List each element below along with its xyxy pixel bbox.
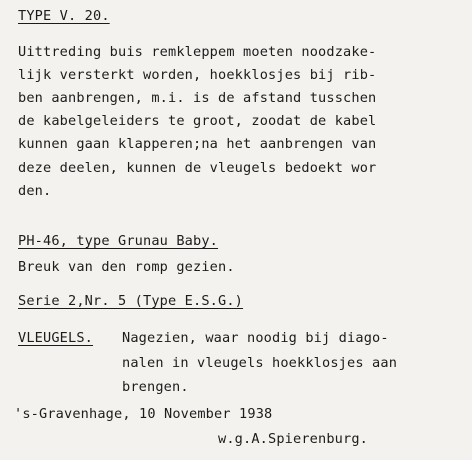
body-line-1: Uittreding buis remkleppem moeten noodzake-	[18, 44, 377, 60]
vleugels-label: VLEUGELS.	[18, 330, 94, 346]
body-line-4: de kabelgeleiders te groot, zoodat de kabel	[18, 113, 377, 129]
document-title: TYPE V. 20.	[18, 8, 110, 24]
vleugels-line-1: Nagezien, waar noodig bij diago-	[122, 330, 389, 346]
signature: w.g.A.Spierenburg.	[218, 431, 369, 447]
body-line-6: deze deelen, kunnen de vleugels bedoekt wor	[18, 160, 377, 176]
body-line-7: den.	[18, 183, 52, 199]
place-date: 's-Gravenhage, 10 November 1938	[14, 406, 273, 422]
section-heading-serie: Serie 2,Nr. 5 (Type E.S.G.)	[18, 293, 244, 309]
body-line-5: kunnen gaan klapperen;na het aanbrengen van	[18, 136, 377, 152]
vleugels-line-3: brengen.	[122, 379, 189, 395]
vleugels-line-2: nalen in vleugels hoekklosjes aan	[122, 355, 398, 371]
section-text-ph46: Breuk van den romp gezien.	[18, 259, 235, 275]
section-heading-ph46: PH-46, type Grunau Baby.	[18, 233, 219, 249]
body-line-3: ben aanbrengen, m.i. is de afstand tusschen	[18, 90, 377, 106]
body-line-2: lijk versterkt worden, hoekklosjes bij rib-	[18, 67, 377, 83]
